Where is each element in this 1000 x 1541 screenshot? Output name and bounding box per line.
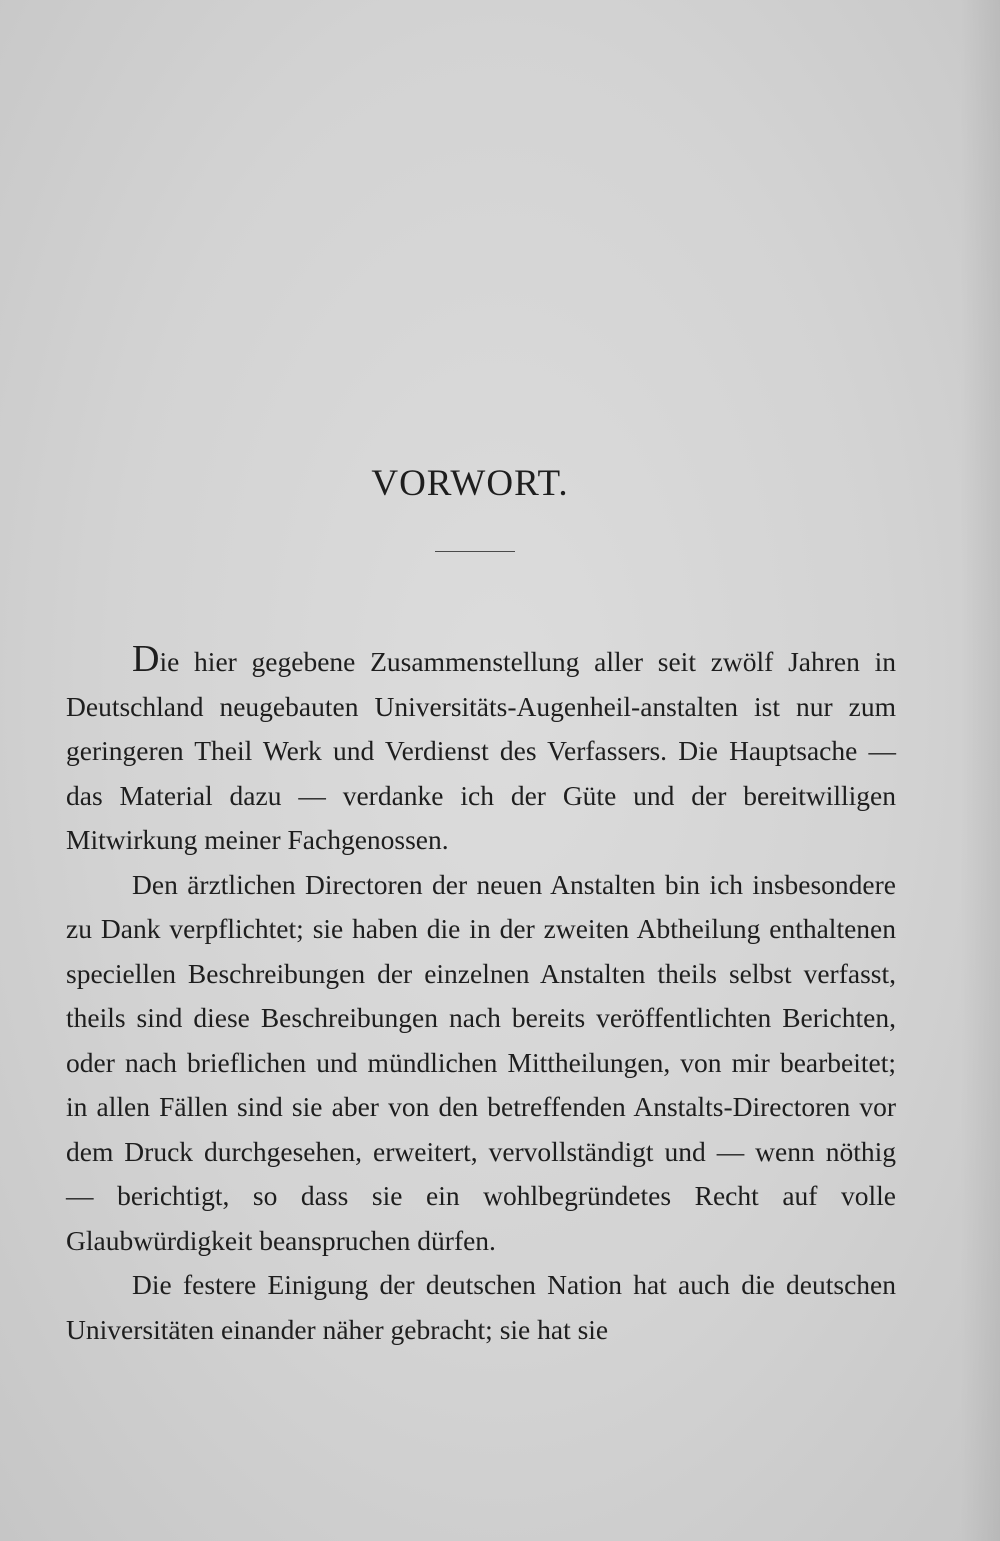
paragraph-1 [66, 640, 896, 863]
paragraph-1-text: ie hier gegebene Zusammenstellung aller seit zwölf Jahren in Deutschland neugebauten Universitäts-Augenheil-anstalten ist nur zum geringeren Theil Werk und Verdienst des Verfassers. Die Hauptsache — das Material dazu — verdanke ich der Güte und der bereitwilligen Mitwirkung meiner Fachgenossen. [66, 646, 896, 855]
page-title: VORWORT. [371, 463, 569, 504]
body-text [66, 640, 896, 1352]
paragraph-2: Den ärztlichen Directoren der neuen Anstalten bin ich insbesondere zu Dank verpflichtet; sie haben die in der zweiten Abtheilung enthaltenen speciellen Beschreibungen der einzelnen Anstalten theils selbst verfasst, theils sind diese Beschreibungen nach bereits veröffentlichten Berichten, oder nach brieflichen und mündlichen Mittheilungen, von mir bearbeitet; in allen Fällen sind sie aber von den betreffenden Anstalts-Directoren vor dem Druck durchgesehen, erweitert, vervollständigt und — wenn nöthig — berichtigt, so dass sie ein wohlbegründetes Recht auf volle Glaubwürdigkeit beanspruchen dürfen. [66, 868, 896, 1256]
drop-cap: D [132, 638, 160, 680]
page-edge-shadow [960, 0, 1000, 1541]
title-divider [435, 551, 515, 552]
paragraph-3: Die festere Einigung der deutschen Nation hat auch die deutschen Universitäten einander näher gebracht; sie hat sie [66, 1269, 896, 1345]
